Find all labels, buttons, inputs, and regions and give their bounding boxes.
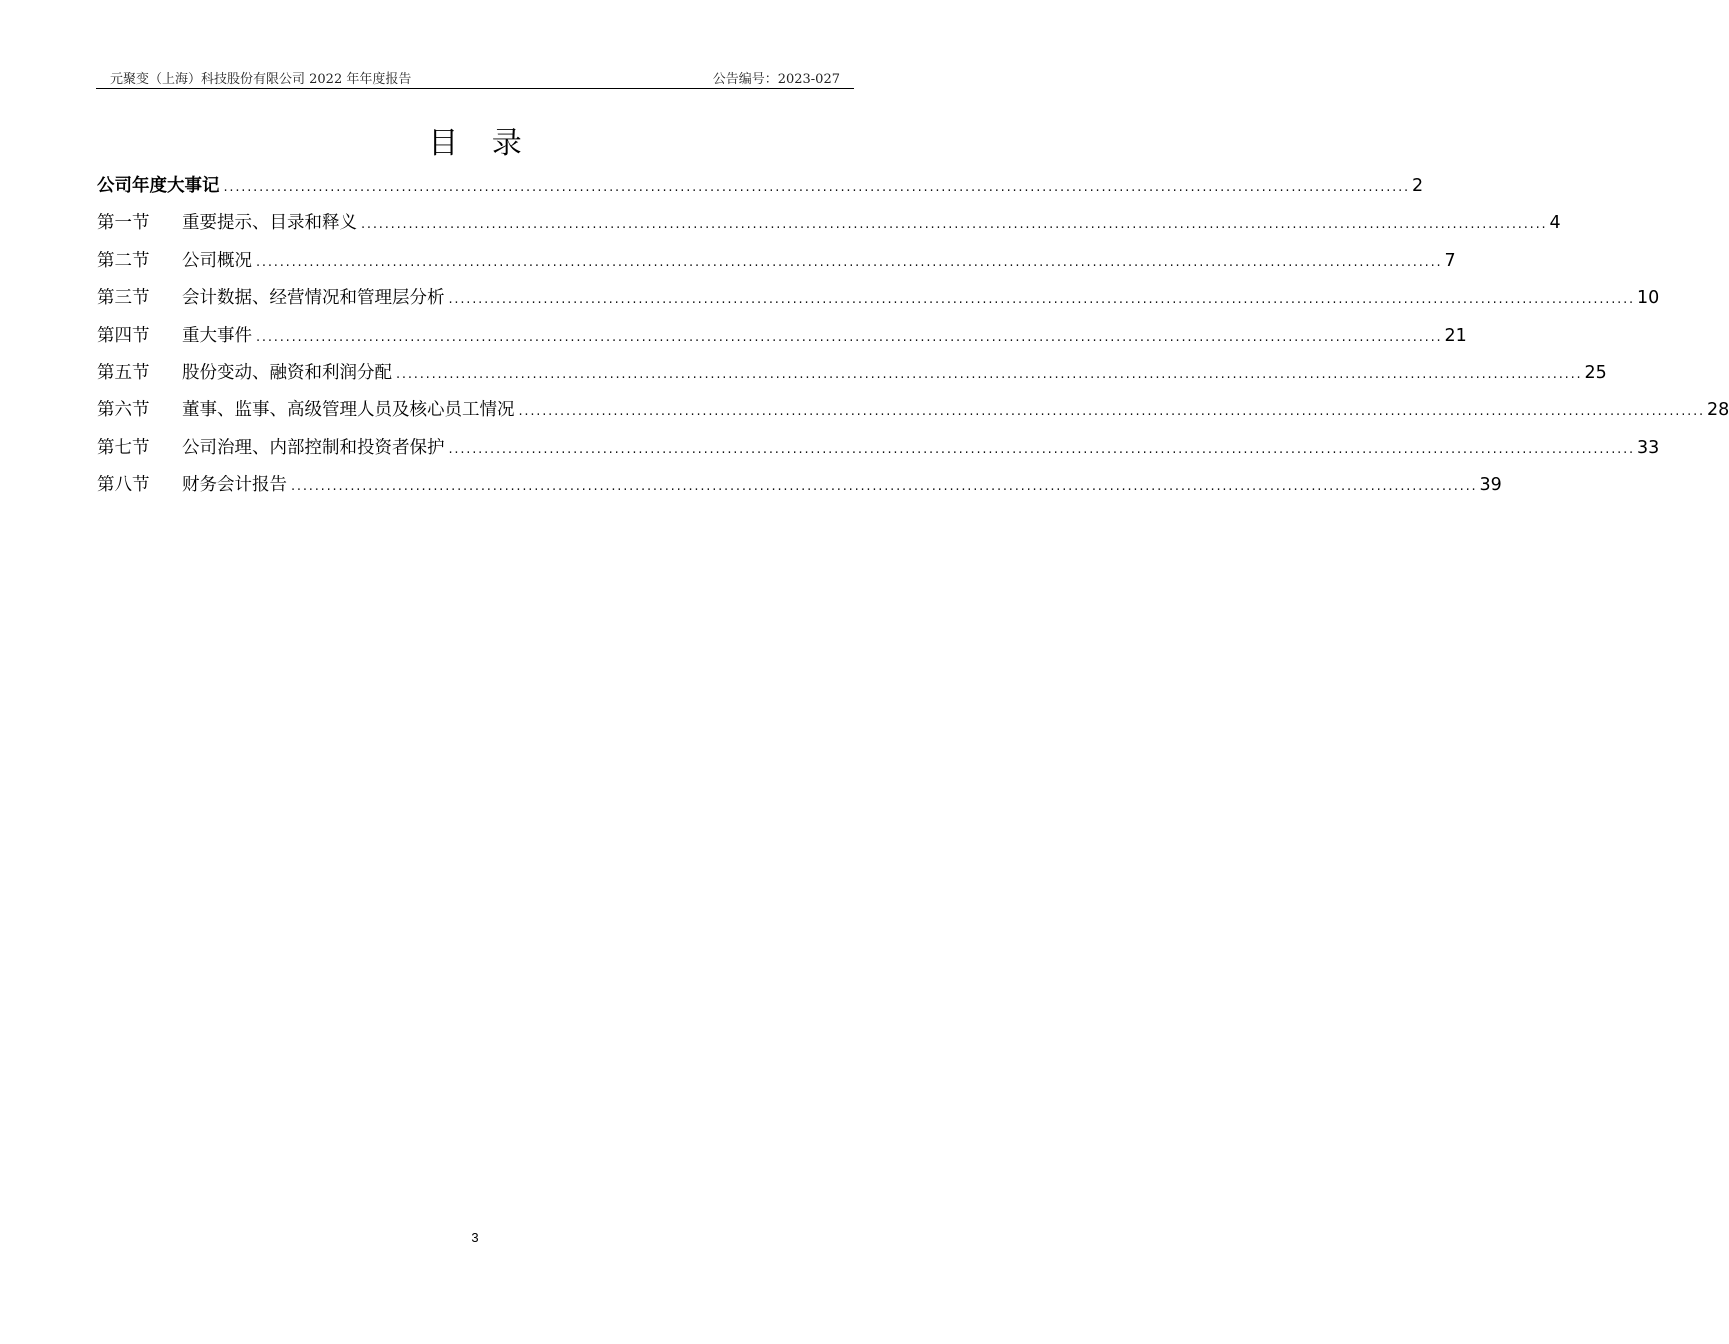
toc-dot-leader: ........................................................................................................................................................................................................: [518, 404, 1705, 420]
toc-dot-leader: ........................................................................................................................................................................................................: [361, 217, 1548, 233]
toc-dot-leader: ........................................................................................................................................................................................................: [291, 479, 1478, 495]
header-report-title: 元聚变（上海）科技股份有限公司 2022 年年度报告: [110, 72, 412, 87]
toc-entry-highlights[interactable]: [97, 172, 1424, 209]
toc-dot-leader: ........................................................................................................................................................................................................: [396, 366, 1583, 382]
toc-entry-title: 公司年度大事记: [97, 176, 220, 196]
toc-entry-section-5[interactable]: [97, 359, 1607, 396]
toc-dot-leader: ........................................................................................................................................................................................................: [223, 180, 1410, 195]
toc-entry-section-4[interactable]: [97, 322, 1467, 359]
toc-entry-page: 4: [1549, 213, 1561, 234]
toc-entry-title: 财务会计报告: [182, 475, 287, 496]
toc-entry-section-3[interactable]: [97, 284, 1660, 321]
toc-section-number: 第四节: [97, 325, 150, 346]
toc-entry-title: 公司治理、内部控制和投资者保护: [182, 437, 445, 458]
toc-entry-page: 28: [1706, 400, 1729, 421]
toc-entry-page: 7: [1444, 250, 1456, 271]
toc-dot-leader: ........................................................................................................................................................................................................: [448, 292, 1635, 308]
toc-entry-title: 董事、监事、高级管理人员及核心员工情况: [182, 400, 515, 421]
toc-section-number: 第五节: [97, 362, 150, 383]
toc-entry-page: 33: [1636, 437, 1660, 458]
toc-entry-section-6[interactable]: [97, 396, 1729, 433]
page-title: 目 录: [428, 126, 534, 161]
toc-entry-title: 股份变动、融资和利润分配: [182, 362, 392, 383]
toc-entry-page: 21: [1444, 325, 1467, 346]
toc-section-number: 第一节: [97, 213, 150, 234]
toc-entry-section-1[interactable]: [97, 209, 1561, 246]
toc-entry-title: 会计数据、经营情况和管理层分析: [182, 288, 445, 309]
toc-section-number: 第七节: [97, 437, 150, 458]
toc-dot-leader: ........................................................................................................................................................................................................: [256, 254, 1443, 270]
toc-entry-section-2[interactable]: [97, 247, 1456, 284]
toc-entry-page: 2: [1411, 176, 1424, 196]
toc-entry-section-7[interactable]: [97, 434, 1660, 471]
header-announcement-number: 公告编号：2023-027: [712, 72, 840, 87]
toc-entry-section-8[interactable]: [97, 471, 1502, 508]
toc-entry-page: 39: [1479, 475, 1502, 496]
toc-entry-title: 公司概况: [182, 250, 252, 271]
table-of-contents: [97, 172, 1729, 509]
toc-entry-page: 10: [1636, 288, 1660, 309]
toc-section-number: 第八节: [97, 475, 150, 496]
page-number: 3: [471, 1230, 479, 1245]
toc-entry-title: 重要提示、目录和释义: [182, 213, 357, 234]
toc-dot-leader: ........................................................................................................................................................................................................: [448, 441, 1635, 457]
toc-entry-page: 25: [1584, 362, 1607, 383]
toc-section-number: 第三节: [97, 288, 150, 309]
toc-dot-leader: ........................................................................................................................................................................................................: [256, 329, 1443, 345]
toc-section-number: 第二节: [97, 250, 150, 271]
page-header: [96, 64, 854, 89]
toc-section-number: 第六节: [97, 400, 150, 421]
toc-entry-title: 重大事件: [182, 325, 252, 346]
